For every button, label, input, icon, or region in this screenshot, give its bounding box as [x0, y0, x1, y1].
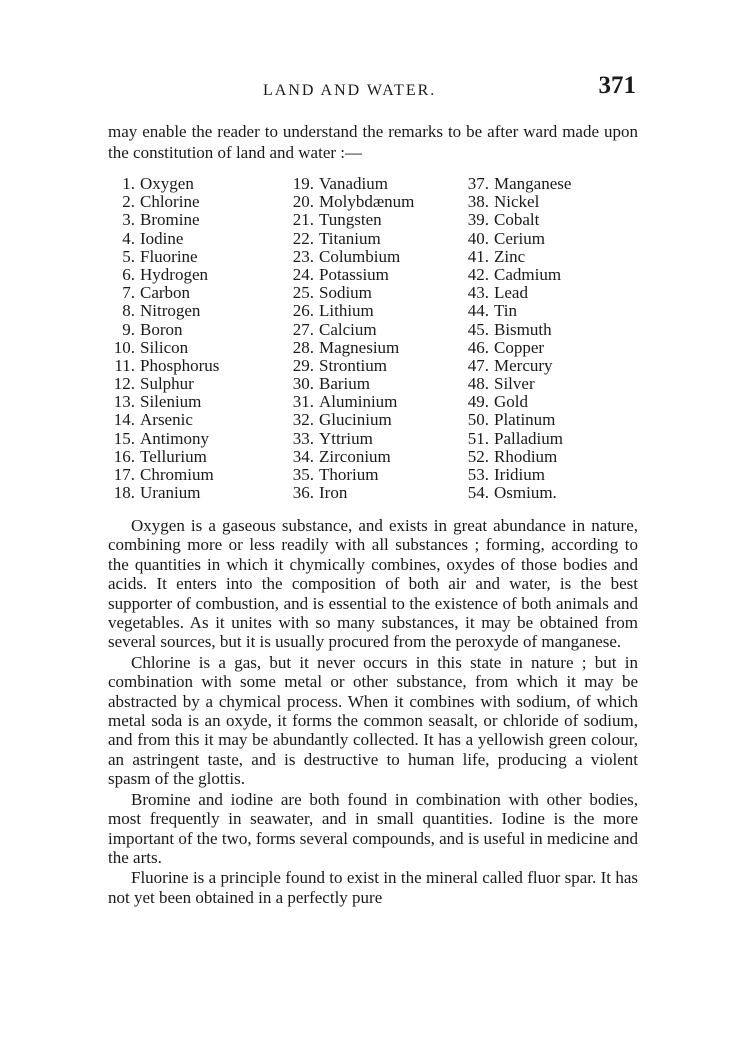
element-number: 37.: [467, 174, 489, 193]
element-name: Phosphorus: [140, 355, 220, 375]
element-name: Cobalt: [494, 210, 540, 230]
element-entry: [458, 411, 571, 429]
element-name: Zirconium: [319, 446, 391, 466]
element-entry: [280, 211, 414, 229]
element-name: Silenium: [140, 392, 202, 412]
element-name: Barium: [319, 374, 370, 394]
element-number: 26.: [292, 301, 314, 321]
element-entry: [280, 430, 414, 448]
intro-text: [108, 121, 638, 163]
element-number: 46.: [467, 337, 489, 357]
page-header: [108, 72, 638, 106]
element-name: Rhodium: [494, 446, 558, 466]
element-name: Platinum: [494, 410, 556, 430]
element-number: 47.: [467, 355, 489, 375]
element-entry: [280, 248, 414, 266]
element-number: 6.: [122, 264, 135, 284]
element-name: Oxygen: [140, 174, 194, 193]
paragraph-bromine-iodine: Bromine and iodine are both found in combination with other bodies, most frequently in seawater, and in small quantities. Iodine is the more important of the two, forms several compounds, and is useful in medicine and the arts.: [108, 789, 638, 867]
element-entry: [458, 484, 571, 502]
element-entry: [458, 430, 571, 448]
element-entry: [108, 466, 219, 484]
element-number: 2.: [122, 192, 135, 212]
element-number: 43.: [467, 283, 489, 303]
element-number: 12.: [113, 374, 135, 394]
element-number: 28.: [292, 337, 314, 357]
elements-column-1: [108, 175, 219, 502]
body-text: [108, 516, 638, 908]
element-number: 17.: [113, 465, 135, 484]
elements-column-2: [280, 175, 414, 502]
element-entry: [108, 266, 219, 284]
element-entry: [108, 248, 219, 266]
element-number: 18.: [113, 483, 135, 503]
element-name: Iodine: [140, 228, 184, 248]
element-entry: [108, 193, 219, 211]
element-name: Tin: [494, 301, 518, 321]
element-number: 11.: [114, 355, 135, 375]
element-name: Tellurium: [140, 446, 207, 466]
element-entry: [280, 266, 414, 284]
element-entry: [108, 321, 219, 339]
element-entry: [458, 211, 571, 229]
element-name: Boron: [140, 319, 183, 339]
element-number: 50.: [467, 410, 489, 430]
element-name: Silicon: [140, 337, 189, 357]
element-name: Osmium.: [494, 483, 557, 503]
element-name: Cerium: [494, 228, 545, 248]
element-entry: [108, 484, 219, 502]
element-number: 32.: [292, 410, 314, 430]
element-entry: [280, 484, 414, 502]
element-entry: [108, 411, 219, 429]
element-number: 49.: [467, 392, 489, 412]
element-number: 8.: [122, 301, 135, 321]
paragraph-oxygen: Oxygen is a gaseous substance, and exists in great abundance in nature, combining more or less readily with all substances ; forming, according to the quantities in which it chymically combines, oxydes of those bodies and acids. It enters into the composition of both air and water, is the best supporter of combustion, and is essential to the existence of both animals and vegetables. As it unites with so many substances, it may be obtained from several sources, but it is usually procured from the peroxyde of manganese.: [108, 516, 638, 652]
element-entry: [458, 466, 571, 484]
element-name: Nitrogen: [140, 301, 201, 321]
element-entry: [458, 175, 571, 193]
element-number: 24.: [292, 264, 314, 284]
element-entry: [458, 448, 571, 466]
element-number: 29.: [292, 355, 314, 375]
element-name: Silver: [494, 374, 535, 394]
element-entry: [458, 266, 571, 284]
element-entry: [280, 230, 414, 248]
element-name: Cadmium: [494, 264, 562, 284]
element-number: 41.: [467, 246, 489, 266]
element-name: Bromine: [140, 210, 200, 230]
element-name: Calcium: [319, 319, 377, 339]
element-name: Sodium: [319, 283, 372, 303]
element-name: Strontium: [319, 355, 388, 375]
element-name: Zinc: [494, 246, 526, 266]
element-name: Titanium: [319, 228, 381, 248]
element-number: 20.: [292, 192, 314, 212]
element-entry: [280, 193, 414, 211]
element-entry: [458, 339, 571, 357]
element-number: 27.: [292, 319, 314, 339]
element-number: 34.: [292, 446, 314, 466]
element-number: 35.: [292, 465, 314, 484]
element-name: Copper: [494, 337, 545, 357]
element-number: 25.: [292, 283, 314, 303]
element-number: 21.: [292, 210, 314, 230]
element-number: 23.: [292, 246, 314, 266]
element-name: Arsenic: [140, 410, 193, 430]
element-number: 3.: [122, 210, 135, 230]
element-number: 52.: [467, 446, 489, 466]
element-name: Mercury: [494, 355, 553, 375]
element-entry: [458, 230, 571, 248]
element-name: Glucinium: [319, 410, 392, 430]
element-number: 36.: [292, 483, 314, 503]
element-name: Iron: [319, 483, 348, 503]
element-entry: [108, 430, 219, 448]
element-number: 51.: [467, 428, 489, 448]
element-number: 9.: [122, 319, 135, 339]
element-number: 19.: [292, 174, 314, 193]
element-number: 16.: [113, 446, 135, 466]
element-name: Nickel: [494, 192, 540, 212]
element-name: Potassium: [319, 264, 389, 284]
element-number: 14.: [113, 410, 135, 430]
element-name: Molybdænum: [319, 192, 415, 212]
element-entry: [280, 357, 414, 375]
element-number: 44.: [467, 301, 489, 321]
element-number: 15.: [113, 428, 135, 448]
element-number: 4.: [122, 228, 135, 248]
element-name: Antimony: [140, 428, 209, 448]
paragraph-chlorine: Chlorine is a gas, but it never occurs in this state in nature ; but in combination with some metal or other substance, from which it may be abstracted by a chymical process. When it combines with sodium, of which metal soda is an oxyde, it forms the common seasalt, or chloride of sodium, and from this it may be abundantly collected. It has a yellowish green colour, an astringent taste, and is destructive to human life, producing a violent spasm of the glottis.: [108, 652, 638, 789]
element-number: 53.: [467, 465, 489, 484]
element-number: 39.: [467, 210, 489, 230]
element-name: Fluorine: [140, 246, 198, 266]
element-entry: [280, 375, 414, 393]
element-number: 33.: [292, 428, 314, 448]
element-name: Chromium: [140, 465, 214, 484]
element-number: 48.: [467, 374, 489, 394]
element-number: 10.: [113, 337, 135, 357]
element-entry: [280, 411, 414, 429]
element-number: 40.: [467, 228, 489, 248]
paragraph-fluorine: Fluorine is a principle found to exist in the mineral called fluor spar. It has not yet been obtained in a perfectly pure: [108, 868, 638, 907]
element-entry: [108, 448, 219, 466]
element-entry: [280, 302, 414, 320]
element-name: Aluminium: [319, 392, 398, 412]
running-head: LAND AND WATER.: [263, 82, 437, 99]
element-entry: [108, 175, 219, 193]
element-entry: [280, 448, 414, 466]
element-name: Chlorine: [140, 192, 200, 212]
element-name: Hydrogen: [140, 264, 208, 284]
element-entry: [108, 284, 219, 302]
element-entry: [280, 339, 414, 357]
element-number: 5.: [122, 246, 135, 266]
element-name: Thorium: [319, 465, 379, 484]
element-entry: [280, 175, 414, 193]
element-entry: [458, 302, 571, 320]
element-name: Tungsten: [319, 210, 382, 230]
element-name: Iridium: [494, 465, 545, 484]
element-name: Sulphur: [140, 374, 194, 394]
element-name: Yttrium: [319, 428, 373, 448]
element-number: 22.: [292, 228, 314, 248]
element-entry: [458, 357, 571, 375]
element-entry: [280, 393, 414, 411]
intro-paragraph: may enable the reader to understand the remarks to be after ward made upon the constitution of land and water :—: [108, 122, 638, 162]
element-number: 45.: [467, 319, 489, 339]
page-number: 371: [598, 72, 636, 99]
element-number: 30.: [292, 374, 314, 394]
element-number: 54.: [467, 483, 489, 503]
element-entry: [458, 284, 571, 302]
element-entry: [458, 393, 571, 411]
element-entry: [108, 339, 219, 357]
element-name: Gold: [494, 392, 528, 412]
element-name: Columbium: [319, 246, 401, 266]
element-entry: [280, 284, 414, 302]
element-number: 31.: [292, 392, 314, 412]
element-number: 38.: [467, 192, 489, 212]
element-name: Magnesium: [319, 337, 400, 357]
element-name: Uranium: [140, 483, 201, 503]
element-number: 13.: [113, 392, 135, 412]
element-entry: [108, 393, 219, 411]
element-entry: [108, 230, 219, 248]
element-entry: [458, 321, 571, 339]
element-name: Manganese: [494, 174, 572, 193]
element-entry: [458, 193, 571, 211]
elements-column-3: [458, 175, 571, 502]
element-number: 42.: [467, 264, 489, 284]
element-name: Lithium: [319, 301, 374, 321]
element-entry: [458, 248, 571, 266]
element-entry: [280, 321, 414, 339]
element-number: 7.: [122, 283, 135, 303]
element-name: Bismuth: [494, 319, 552, 339]
element-number: 1.: [122, 174, 135, 193]
element-name: Palladium: [494, 428, 563, 448]
element-name: Carbon: [140, 283, 191, 303]
element-entry: [108, 357, 219, 375]
element-entry: [108, 375, 219, 393]
element-name: Lead: [494, 283, 528, 303]
element-entry: [458, 375, 571, 393]
element-entry: [280, 466, 414, 484]
element-entry: [108, 302, 219, 320]
element-name: Vanadium: [319, 174, 388, 193]
element-entry: [108, 211, 219, 229]
